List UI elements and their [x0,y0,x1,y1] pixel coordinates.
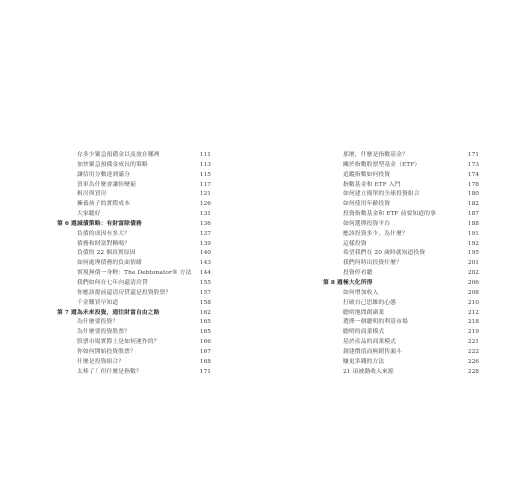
toc-entry-row [57,259,211,269]
entry-title: 減債策略：有財富除債務 [77,220,142,227]
toc-entry-row [57,279,211,289]
entry-title: 應該投資多少，為什麼？ [343,230,408,237]
toc-entry-row [323,181,479,191]
entry-title: 指數基金和 ETF 入門 [343,181,401,188]
toc-entry-row [323,328,479,338]
toc-entry-row [57,368,211,378]
entry-title: 為未來投資，通往財富自由之路 [77,309,160,316]
page-number: 143 [199,260,211,267]
page-number: 144 [199,270,211,277]
page-number: 126 [199,201,211,208]
toc-entry-row [323,249,479,259]
toc-left-column [57,151,211,377]
page-number: 171 [199,368,211,375]
toc-entry-row [323,368,479,378]
toc-entry-row [323,210,479,220]
entry-title: 你如何開始投資股票？ [77,348,136,355]
entry-title: 如何選擇投資平台 [343,220,391,227]
entry-title: 聰明的商業模式 [343,329,385,336]
page-number: 228 [467,368,479,375]
toc-entry-row [323,289,479,299]
entry-title: 那麼，什麼是指數基金？ [343,152,408,158]
page-number: 166 [199,339,211,346]
page-number: 157 [199,289,211,296]
entry-title: 大家聽好 [77,211,101,218]
page-number: 140 [199,250,211,257]
entry-title: 賺更多錢的方法 [343,358,385,365]
toc-entry-row [57,230,211,240]
entry-title: 選擇一個聰明的利基市場 [343,319,408,326]
page-number: 221 [467,339,479,346]
page-number: 208 [467,289,479,296]
toc-entry-row [57,190,211,200]
entry-title: 我們如何在七年內還清房貸 [77,279,148,286]
toc-entry-row [323,190,479,200]
toc-entry-row [57,348,211,358]
entry-title: 21 項被動收入來源 [343,368,394,375]
entry-title: 讓信用分數達到滿分 [77,171,131,178]
page-number: 218 [467,319,479,326]
page-number: 188 [467,220,479,227]
entry-title: 擁養孩子的實際成本 [77,201,131,208]
toc-entry-row [323,318,479,328]
chapter-label: 第 8 週 [323,279,343,286]
chapter-label: 第 7 週 [57,309,77,316]
entry-title: 投資指數基金和 ETF 前要知道的事 [343,211,436,218]
entry-title: 為什麼要投資？ [77,319,119,326]
entry-title: 什麼是投資組合？ [77,358,125,365]
entry-title: 極大化所得 [343,279,373,286]
entry-title: 關於指數股票型基金（ETF） [343,161,421,168]
toc-entry-row [57,269,211,279]
toc-chapter-row [323,279,479,289]
page-number: 201 [467,260,479,267]
page-number: 117 [199,181,211,188]
entry-title: 如何增加收入 [343,289,379,296]
toc-entry-row [323,259,479,269]
toc-entry-row [57,240,211,250]
entry-title: 債務和財富對稱嗎？ [77,240,131,247]
page-number: 192 [467,240,479,247]
toc-entry-row [57,171,211,181]
entry-title: 這樣投資 [343,240,367,247]
entry-title: 打破自己思維的心態 [343,299,397,306]
page-number: 158 [199,299,211,306]
page-number: 195 [467,250,479,257]
page-number: 202 [467,270,479,277]
entry-title: 買車為什麼會讓你變窮 [77,181,136,188]
page-number: 210 [467,299,479,306]
toc-entry-row [57,338,211,348]
toc-entry-row [57,299,211,309]
toc-entry-row [57,289,211,299]
toc-entry-row [323,200,479,210]
entry-title: 負債的 22 個真實原因 [77,250,136,257]
page-number: 111 [199,152,211,158]
entry-title: 基於產品的商業模式 [343,339,397,346]
toc-chapter-row [57,220,211,230]
toc-entry-row [323,151,479,161]
entry-title: 太棒了！但什麼是指數？ [77,368,142,375]
page-number: 180 [467,191,479,198]
entry-title: 我們何時出投資什麼？ [343,260,402,267]
page-number: 178 [467,181,479,188]
entry-title: 聰明地問創副業 [343,309,385,316]
chapter-label: 第 6 週 [57,220,77,227]
entry-title: 千金難買早知道 [77,299,119,306]
toc-chapter-row [57,309,211,319]
page-number: 212 [467,309,479,316]
entry-title: 如何使用年齡投資 [343,201,391,208]
page-number: 206 [467,279,479,286]
entry-title: 你應該提前還清房貸還是投資股票？ [77,289,172,296]
toc-entry-row [323,161,479,171]
entry-title: 投資停看聽 [343,270,373,277]
toc-entry-row [57,358,211,368]
entry-title: 負債的成因有多大？ [77,230,131,237]
entry-title: 如何處理債務的負面情緒 [77,260,142,267]
page-number: 226 [467,358,479,365]
toc-entry-row [323,220,479,230]
toc-right-column [323,151,479,377]
toc-entry-row [323,338,479,348]
page-number: 167 [199,348,211,355]
page-number: 162 [199,309,211,316]
entry-title: 為什麼要投資股票？ [77,329,131,336]
page-number: 121 [199,191,211,198]
entry-title: 實現無債一身輕：The Debtonator® 方法 [77,270,192,277]
toc-entry-row [323,171,479,181]
page-number: 187 [467,211,479,218]
toc-entry-row [323,240,479,250]
entry-title: 租房與買房 [77,191,107,198]
page-number: 222 [467,348,479,355]
page-number: 136 [199,220,211,227]
toc-entry-row [323,348,479,358]
entry-title: 存多少緊急預備金以及放在哪裡 [77,152,160,158]
page-number: 139 [199,240,211,247]
page-number: 115 [199,171,211,178]
toc-entry-row [323,299,479,309]
page-number: 191 [467,230,479,237]
toc-entry-row [57,161,211,171]
toc-entry-row [57,151,211,161]
page-number: 155 [199,279,211,286]
page-number: 137 [199,230,211,237]
entry-title: 如何建立簡單的全球投資組合 [343,191,420,198]
toc-entry-row [323,230,479,240]
entry-title: 希望我們在 20 歲時就知道投資 [343,250,426,257]
toc-entry-row [323,269,479,279]
toc-entry-row [323,358,479,368]
page-number: 219 [467,329,479,336]
entry-title: 加快緊急預備金成長的策略 [77,161,148,168]
toc-entry-row [57,328,211,338]
toc-entry-row [57,200,211,210]
entry-title: 股票市場實際上是如何運作的？ [77,339,160,346]
page-number: 165 [199,329,211,336]
toc-entry-row [57,181,211,191]
toc-entry-row [57,210,211,220]
page-number: 165 [199,319,211,326]
page-number: 113 [199,161,211,168]
page-number: 182 [467,201,479,208]
page-number: 171 [467,152,479,158]
toc-entry-row [323,309,479,319]
entry-title: 創建價值而無銷售漏斗 [343,348,402,355]
page-number: 174 [467,171,479,178]
page-number: 168 [199,358,211,365]
entry-title: 追蹤指數如何投資 [343,171,391,178]
page-number: 131 [199,211,211,218]
toc-entry-row [57,318,211,328]
page-number: 173 [467,161,479,168]
toc-entry-row [57,249,211,259]
